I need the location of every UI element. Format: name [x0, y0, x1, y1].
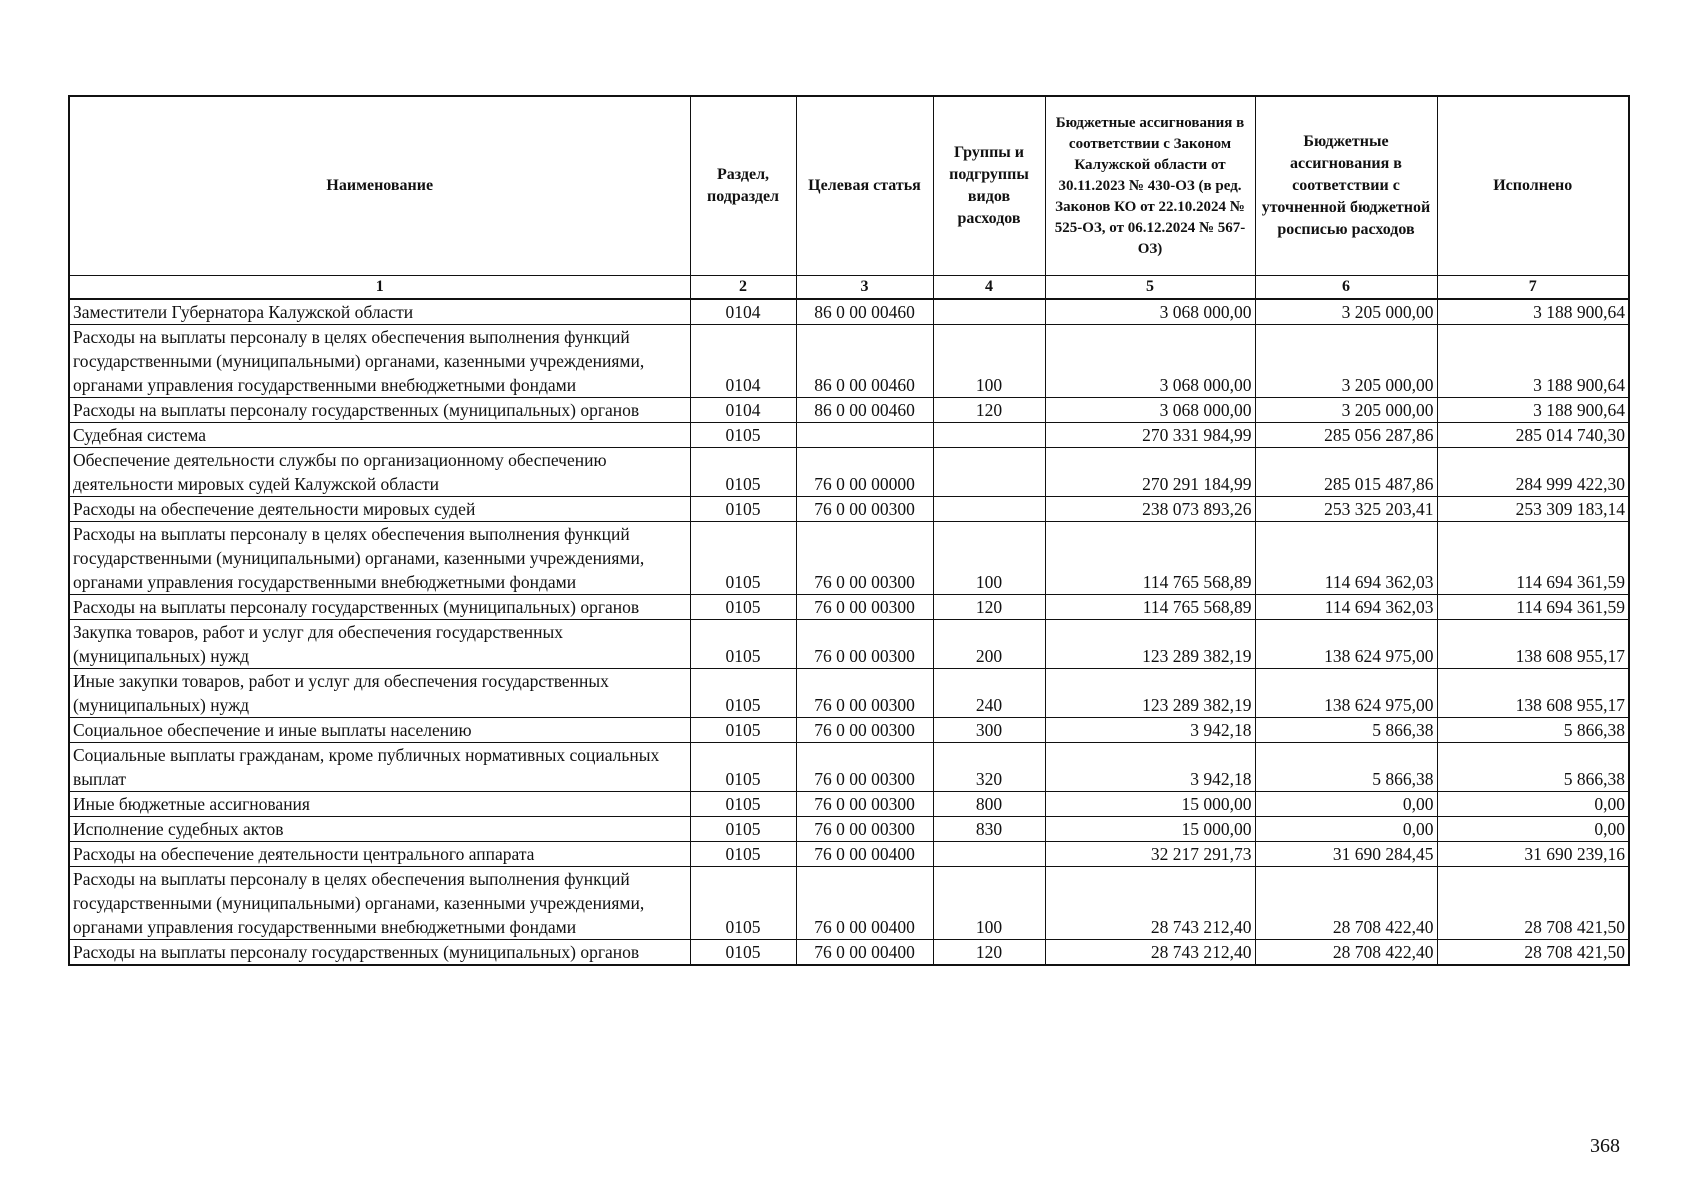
cell-law-amount: 3 068 000,00 — [1045, 398, 1255, 423]
header-row — [69, 96, 1629, 276]
budget-execution-table — [68, 95, 1630, 966]
cell-group — [933, 497, 1045, 522]
cell-law-amount: 3 068 000,00 — [1045, 325, 1255, 398]
cell-group — [933, 299, 1045, 325]
cell-target: 86 0 00 00460 — [796, 325, 933, 398]
cell-section: 0105 — [690, 595, 796, 620]
cell-target: 76 0 00 00300 — [796, 595, 933, 620]
cell-executed-amount: 114 694 361,59 — [1437, 595, 1629, 620]
cell-schedule-amount: 0,00 — [1255, 792, 1437, 817]
cell-law-amount: 270 331 984,99 — [1045, 423, 1255, 448]
cell-section: 0105 — [690, 718, 796, 743]
table-row — [69, 325, 1629, 398]
cell-law-amount: 238 073 893,26 — [1045, 497, 1255, 522]
cell-section: 0105 — [690, 940, 796, 966]
column-number: 5 — [1045, 276, 1255, 300]
cell-name: Расходы на выплаты персоналу в целях обеспечения выполнения функций государственными (муниципальными) органами, казенными учреждениями, органами управления государственными внебюджетными фондами — [69, 867, 690, 940]
column-number: 2 — [690, 276, 796, 300]
cell-law-amount: 32 217 291,73 — [1045, 842, 1255, 867]
cell-target: 86 0 00 00460 — [796, 398, 933, 423]
table-row — [69, 842, 1629, 867]
cell-target: 76 0 00 00300 — [796, 718, 933, 743]
cell-target: 76 0 00 00300 — [796, 620, 933, 669]
cell-schedule-amount: 28 708 422,40 — [1255, 940, 1437, 966]
cell-section: 0105 — [690, 792, 796, 817]
cell-name: Социальные выплаты гражданам, кроме публичных нормативных социальных выплат — [69, 743, 690, 792]
header-target: Целевая статья — [796, 96, 933, 276]
cell-law-amount: 15 000,00 — [1045, 817, 1255, 842]
table-body — [69, 299, 1629, 965]
cell-group: 300 — [933, 718, 1045, 743]
cell-law-amount: 3 942,18 — [1045, 743, 1255, 792]
cell-target: 76 0 00 00400 — [796, 842, 933, 867]
column-number: 4 — [933, 276, 1045, 300]
cell-law-amount: 114 765 568,89 — [1045, 595, 1255, 620]
cell-name: Иные закупки товаров, работ и услуг для обеспечения государственных (муниципальных) нужд — [69, 669, 690, 718]
cell-group — [933, 448, 1045, 497]
cell-executed-amount: 0,00 — [1437, 792, 1629, 817]
cell-schedule-amount: 285 056 287,86 — [1255, 423, 1437, 448]
header-name: Наименование — [69, 96, 690, 276]
header-executed: Исполнено — [1437, 96, 1629, 276]
cell-target: 76 0 00 00000 — [796, 448, 933, 497]
table-row — [69, 620, 1629, 669]
cell-name: Расходы на выплаты персоналу государственных (муниципальных) органов — [69, 595, 690, 620]
cell-executed-amount: 284 999 422,30 — [1437, 448, 1629, 497]
cell-target: 76 0 00 00300 — [796, 497, 933, 522]
cell-schedule-amount: 114 694 362,03 — [1255, 595, 1437, 620]
table-row — [69, 792, 1629, 817]
cell-group: 240 — [933, 669, 1045, 718]
cell-target: 76 0 00 00400 — [796, 867, 933, 940]
column-number-row — [69, 276, 1629, 300]
cell-target — [796, 423, 933, 448]
cell-schedule-amount: 114 694 362,03 — [1255, 522, 1437, 595]
cell-executed-amount: 253 309 183,14 — [1437, 497, 1629, 522]
cell-schedule-amount: 3 205 000,00 — [1255, 299, 1437, 325]
cell-group: 830 — [933, 817, 1045, 842]
cell-group: 100 — [933, 325, 1045, 398]
cell-schedule-amount: 138 624 975,00 — [1255, 669, 1437, 718]
cell-target: 76 0 00 00400 — [796, 940, 933, 966]
cell-name: Иные бюджетные ассигнования — [69, 792, 690, 817]
cell-schedule-amount: 253 325 203,41 — [1255, 497, 1437, 522]
cell-executed-amount: 0,00 — [1437, 817, 1629, 842]
cell-section: 0105 — [690, 842, 796, 867]
header-section: Раздел, подраздел — [690, 96, 796, 276]
cell-executed-amount: 285 014 740,30 — [1437, 423, 1629, 448]
cell-section: 0105 — [690, 620, 796, 669]
cell-name: Заместители Губернатора Калужской области — [69, 299, 690, 325]
cell-schedule-amount: 138 624 975,00 — [1255, 620, 1437, 669]
cell-section: 0105 — [690, 522, 796, 595]
cell-section: 0105 — [690, 423, 796, 448]
cell-schedule-amount: 3 205 000,00 — [1255, 398, 1437, 423]
table-header — [69, 96, 1629, 299]
table-row — [69, 743, 1629, 792]
cell-schedule-amount: 3 205 000,00 — [1255, 325, 1437, 398]
cell-group: 200 — [933, 620, 1045, 669]
cell-group: 120 — [933, 940, 1045, 966]
table-row — [69, 595, 1629, 620]
cell-section: 0105 — [690, 669, 796, 718]
table-row — [69, 669, 1629, 718]
cell-group — [933, 842, 1045, 867]
cell-section: 0104 — [690, 299, 796, 325]
cell-schedule-amount: 285 015 487,86 — [1255, 448, 1437, 497]
cell-executed-amount: 3 188 900,64 — [1437, 299, 1629, 325]
table-row — [69, 423, 1629, 448]
cell-group: 320 — [933, 743, 1045, 792]
cell-name: Социальное обеспечение и иные выплаты населению — [69, 718, 690, 743]
cell-section: 0104 — [690, 325, 796, 398]
cell-name: Расходы на выплаты персоналу в целях обеспечения выполнения функций государственными (муниципальными) органами, казенными учреждениями, органами управления государственными внебюджетными фондами — [69, 522, 690, 595]
cell-section: 0105 — [690, 867, 796, 940]
cell-target: 76 0 00 00300 — [796, 743, 933, 792]
cell-law-amount: 3 068 000,00 — [1045, 299, 1255, 325]
table-row — [69, 398, 1629, 423]
table-row — [69, 497, 1629, 522]
cell-name: Расходы на обеспечение деятельности мировых судей — [69, 497, 690, 522]
table-row — [69, 817, 1629, 842]
cell-executed-amount: 3 188 900,64 — [1437, 398, 1629, 423]
table-row — [69, 867, 1629, 940]
cell-target: 76 0 00 00300 — [796, 669, 933, 718]
cell-name: Расходы на обеспечение деятельности центрального аппарата — [69, 842, 690, 867]
cell-executed-amount: 3 188 900,64 — [1437, 325, 1629, 398]
table-row — [69, 448, 1629, 497]
header-schedule-assignments: Бюджетные ассигнования в соответствии с уточненной бюджетной росписью расходов — [1255, 96, 1437, 276]
cell-schedule-amount: 5 866,38 — [1255, 743, 1437, 792]
table-row — [69, 299, 1629, 325]
cell-target: 76 0 00 00300 — [796, 522, 933, 595]
column-number: 3 — [796, 276, 933, 300]
cell-group: 120 — [933, 398, 1045, 423]
cell-section: 0105 — [690, 448, 796, 497]
cell-schedule-amount: 28 708 422,40 — [1255, 867, 1437, 940]
cell-executed-amount: 28 708 421,50 — [1437, 940, 1629, 966]
cell-executed-amount: 5 866,38 — [1437, 743, 1629, 792]
table-row — [69, 718, 1629, 743]
cell-name: Закупка товаров, работ и услуг для обеспечения государственных (муниципальных) нужд — [69, 620, 690, 669]
cell-section: 0105 — [690, 817, 796, 842]
cell-name: Расходы на выплаты персоналу государственных (муниципальных) органов — [69, 398, 690, 423]
cell-executed-amount: 138 608 955,17 — [1437, 620, 1629, 669]
cell-section: 0104 — [690, 398, 796, 423]
cell-law-amount: 123 289 382,19 — [1045, 620, 1255, 669]
cell-law-amount: 28 743 212,40 — [1045, 940, 1255, 966]
cell-name: Расходы на выплаты персоналу в целях обеспечения выполнения функций государственными (муниципальными) органами, казенными учреждениями, органами управления государственными внебюджетными фондами — [69, 325, 690, 398]
table-row — [69, 522, 1629, 595]
cell-group: 800 — [933, 792, 1045, 817]
cell-schedule-amount: 5 866,38 — [1255, 718, 1437, 743]
table-row — [69, 940, 1629, 966]
cell-name: Расходы на выплаты персоналу государственных (муниципальных) органов — [69, 940, 690, 966]
cell-executed-amount: 5 866,38 — [1437, 718, 1629, 743]
cell-law-amount: 270 291 184,99 — [1045, 448, 1255, 497]
cell-law-amount: 123 289 382,19 — [1045, 669, 1255, 718]
cell-target: 76 0 00 00300 — [796, 792, 933, 817]
cell-name: Исполнение судебных актов — [69, 817, 690, 842]
cell-name: Обеспечение деятельности службы по организационному обеспечению деятельности мировых судей Калужской области — [69, 448, 690, 497]
cell-group: 120 — [933, 595, 1045, 620]
cell-target: 86 0 00 00460 — [796, 299, 933, 325]
cell-schedule-amount: 0,00 — [1255, 817, 1437, 842]
cell-executed-amount: 138 608 955,17 — [1437, 669, 1629, 718]
cell-group: 100 — [933, 522, 1045, 595]
cell-executed-amount: 114 694 361,59 — [1437, 522, 1629, 595]
header-groups: Группы и подгруппы видов расходов — [933, 96, 1045, 276]
cell-target: 76 0 00 00300 — [796, 817, 933, 842]
cell-law-amount: 114 765 568,89 — [1045, 522, 1255, 595]
cell-law-amount: 28 743 212,40 — [1045, 867, 1255, 940]
cell-schedule-amount: 31 690 284,45 — [1255, 842, 1437, 867]
cell-name: Судебная система — [69, 423, 690, 448]
cell-group — [933, 423, 1045, 448]
cell-law-amount: 15 000,00 — [1045, 792, 1255, 817]
column-number: 6 — [1255, 276, 1437, 300]
cell-section: 0105 — [690, 743, 796, 792]
header-law-assignments: Бюджетные ассигнования в соответствии с Законом Калужской области от 30.11.2023 № 430-ОЗ (в ред. Законов КО от 22.10.2024 № 525-ОЗ, от 06.12.2024 № 567-ОЗ) — [1045, 96, 1255, 276]
column-number: 7 — [1437, 276, 1629, 300]
cell-executed-amount: 31 690 239,16 — [1437, 842, 1629, 867]
cell-executed-amount: 28 708 421,50 — [1437, 867, 1629, 940]
page-number: 368 — [1590, 1135, 1620, 1157]
column-number: 1 — [69, 276, 690, 300]
cell-law-amount: 3 942,18 — [1045, 718, 1255, 743]
cell-group: 100 — [933, 867, 1045, 940]
cell-section: 0105 — [690, 497, 796, 522]
